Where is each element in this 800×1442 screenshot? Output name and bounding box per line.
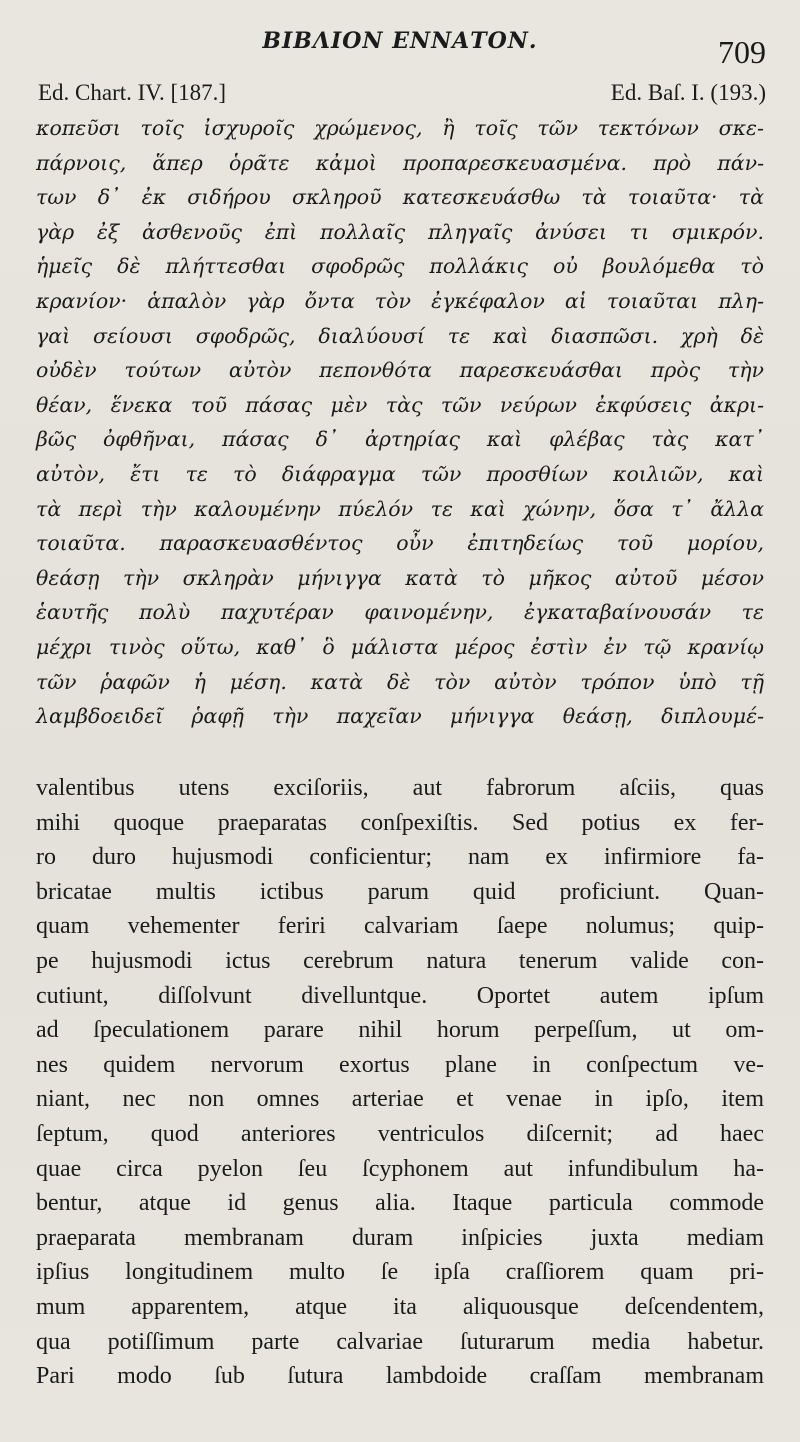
running-title: ΒΙΒΛΙΟΝ ΕΝΝΑΤΟΝ. [262, 28, 538, 54]
greek-line: τῶν ῥαφῶν ἡ μέση. κατὰ δὲ τὸν αὐτὸν τρόπον ὑπὸ τῇ [36, 669, 764, 694]
greek-line: θέαν, ἕνεκα τοῦ πάσας μὲν τὰς τῶν νεύρων ἐκφύσεις ἀκρι- [36, 392, 764, 417]
greek-line: τὰ περὶ τὴν καλουμένην πύελόν τε καὶ χώνην, ὅσα τ᾽ ἄλλα [36, 496, 764, 521]
greek-line: θεάσῃ τὴν σκληρὰν μήνιγγα κατὰ τὸ μῆκος αὐτοῦ μέσον [36, 565, 764, 590]
greek-line: γὰρ ἐξ ἀσθενοῦς ἐπὶ πολλαῖς πληγαῖς ἀνύσει τι σμικρόν. [36, 219, 764, 244]
greek-line: κοπεῦσι τοῖς ἰσχυροῖς χρώμενος, ἢ τοῖς τῶν τεκτόνων σκε- [36, 116, 764, 140]
latin-line: quae circa pyelon ſeu ſcyphonem aut infundibulum ha- [36, 1155, 764, 1182]
latin-line: mum apparentem, atque ita aliquousque deſcendentem, [36, 1293, 764, 1320]
latin-line: qua potiſſimum parte calvariae ſuturarum media habetur. [36, 1328, 764, 1355]
greek-line: των δ᾽ ἐκ σιδήρου σκληροῦ κατεσκευάσθω τὰ τοιαῦτα· τὰ [36, 185, 764, 210]
latin-line: quam vehementer feriri calvariam ſaepe nolumus; quip- [36, 913, 764, 940]
latin-line: niant, nec non omnes arteriae et venae in ipſo, item [36, 1086, 764, 1113]
latin-line: bentur, atque id genus alia. Itaque particula commode [36, 1190, 764, 1217]
edition-basel: Ed. Baſ. I. (193.) [610, 80, 766, 105]
greek-line: γαὶ σείουσι σφοδρῶς, διαλύουσί τε καὶ διασπῶσι. χρὴ δὲ [36, 323, 764, 348]
latin-line: ad ſpeculationem parare nihil horum perpeſſum, ut om- [36, 1017, 764, 1044]
latin-line: mihi quoque praeparatas conſpexiſtis. Sed potius ex fer- [36, 809, 764, 836]
greek-line: ἡμεῖς δὲ πλήττεσθαι σφοδρῶς πολλάκις οὐ βουλόμεθα τὸ [36, 254, 764, 279]
edition-chartier: Ed. Chart. IV. [187.] [38, 80, 227, 105]
greek-line: οὐδὲν τούτων αὐτὸν πεπονθότα παρεσκευάσθαι πρὸς τὴν [36, 358, 764, 383]
latin-line: Pari modo ſub ſutura lambdoide craſſam membranam [36, 1363, 764, 1390]
latin-line: ipſius longitudinem multo ſe ipſa craſſiorem quam pri- [36, 1259, 764, 1286]
greek-line: λαμβδοειδεῖ ῥαφῇ τὴν παχεῖαν μήνιγγα θεάσῃ, διπλουμέ- [36, 704, 764, 729]
latin-line: pe hujusmodi ictus cerebrum natura tenerum valide con- [36, 947, 764, 974]
latin-line: cutiunt, diſſolvunt divelluntque. Oportet autem ipſum [36, 982, 764, 1009]
edition-references [38, 80, 766, 106]
greek-line: μέχρι τινὸς οὕτω, καθ᾽ ὃ μάλιστα μέρος ἐστὶν ἐν τῷ κρανίῳ [36, 634, 764, 659]
greek-line: κρανίον· ἁπαλὸν γὰρ ὄντα τὸν ἐγκέφαλον αἱ τοιαῦται πλη- [36, 288, 764, 313]
latin-line: ſeptum, quod anteriores ventriculos diſcernit; ad haec [36, 1120, 764, 1147]
greek-line: ἑαυτῆς πολὺ παχυτέραν φαινομένην, ἐγκαταβαίνουσάν τε [36, 600, 764, 625]
latin-line: praeparata membranam duram inſpicies juxta mediam [36, 1224, 764, 1251]
latin-line: nes quidem nervorum exortus plane in conſpectum ve- [36, 1051, 764, 1078]
latin-text-block [36, 771, 764, 1394]
page-number: 709 [718, 34, 766, 70]
greek-line: βῶς ὀφθῆναι, πάσας δ᾽ ἀρτηρίας καὶ φλέβας τὰς κατ᾽ [36, 427, 764, 452]
greek-line: αὐτὸν, ἔτι τε τὸ διάφραγμα τῶν προσθίων κοιλιῶν, καὶ [36, 461, 764, 486]
greek-text-block [36, 111, 764, 734]
latin-line: bricatae multis ictibus parum quid proficiunt. Quan- [36, 878, 764, 905]
latin-line: valentibus utens exciſoriis, aut fabrorum aſciis, quas [36, 775, 764, 801]
latin-line: ro duro hujusmodi conficientur; nam ex infirmiore fa- [36, 844, 764, 871]
greek-line: τοιαῦτα. παρασκευασθέντος οὖν ἐπιτηδείως τοῦ μορίου, [36, 531, 764, 556]
greek-line: πάρνοις, ἅπερ ὁρᾶτε κἀμοὶ προπαρεσκευασμένα. πρὸ πάν- [36, 150, 764, 175]
